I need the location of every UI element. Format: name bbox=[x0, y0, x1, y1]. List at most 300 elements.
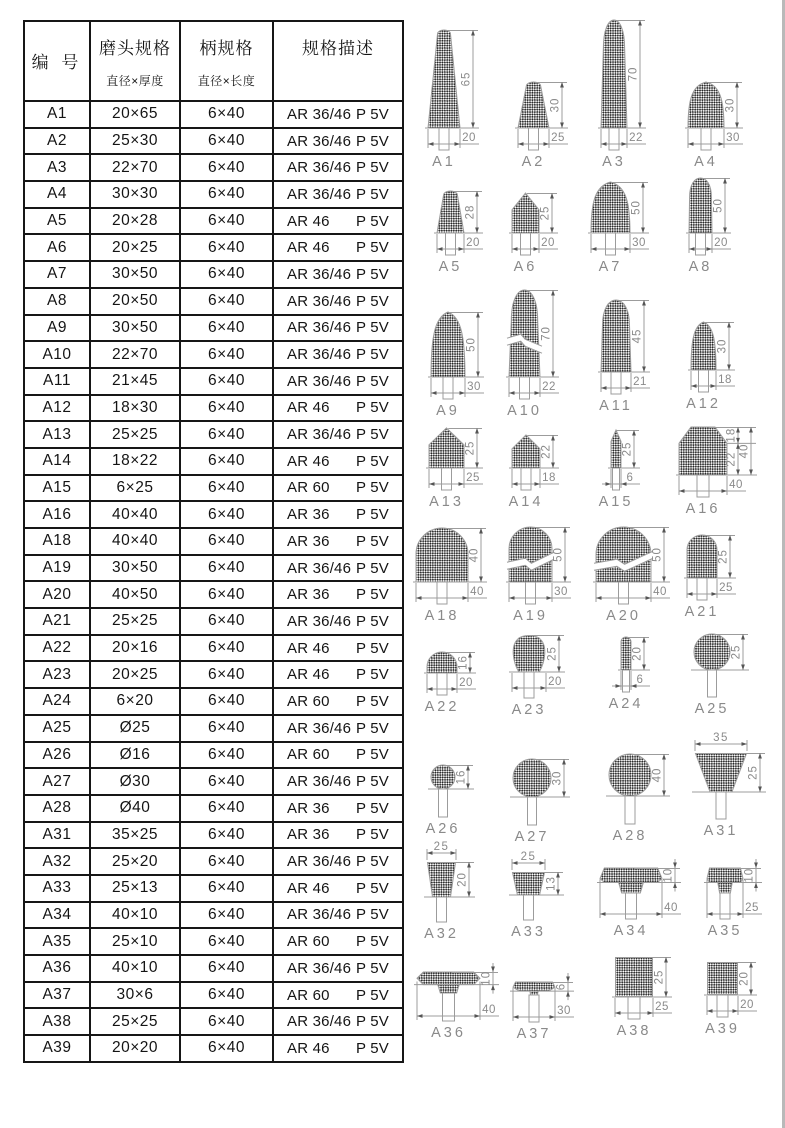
abrasive-head-shape bbox=[429, 428, 464, 468]
cell-head-spec: 25×25 bbox=[90, 1008, 180, 1035]
cell-id: A8 bbox=[24, 288, 90, 315]
dim-label: 22 bbox=[725, 451, 738, 467]
shank bbox=[720, 893, 730, 919]
dim-label: 30 bbox=[632, 237, 646, 249]
abrasive-head-shape bbox=[609, 754, 651, 796]
desc-grit: AR 36/46 bbox=[287, 906, 352, 924]
abrasive-head-shape bbox=[616, 958, 653, 997]
cell-shank-spec: 6×40 bbox=[180, 501, 273, 528]
dim-label: 25 bbox=[539, 205, 552, 221]
cell-id: A27 bbox=[24, 768, 90, 795]
abrasive-head-shape bbox=[417, 972, 480, 993]
diagram-label-A36: A36 bbox=[431, 1025, 466, 1041]
diagram-A12 bbox=[681, 314, 764, 420]
cell-head-spec: Ø40 bbox=[90, 795, 180, 822]
desc-grade: P 5V bbox=[355, 506, 389, 524]
cell-shank-spec: 6×40 bbox=[180, 101, 273, 128]
dim-label: 30 bbox=[726, 132, 740, 144]
dim-label: 10 bbox=[662, 867, 675, 883]
diagram-A24 bbox=[608, 629, 679, 720]
desc-grit: AR 36/46 bbox=[287, 372, 352, 390]
dim-label: 25 bbox=[717, 549, 730, 564]
diagram-A39 bbox=[697, 954, 785, 1045]
abrasive-head-shape bbox=[512, 435, 540, 468]
cell-shank-spec: 6×40 bbox=[180, 475, 273, 502]
cell-head-spec: Ø30 bbox=[90, 768, 180, 795]
cell-id: A12 bbox=[24, 395, 90, 422]
abrasive-head-shape bbox=[513, 873, 545, 896]
desc-grit: AR 36/46 bbox=[287, 105, 352, 123]
diagram-label-A31: A31 bbox=[703, 823, 739, 839]
diagram-A14 bbox=[502, 427, 588, 518]
cell-id: A24 bbox=[24, 688, 90, 715]
shank bbox=[521, 468, 531, 490]
dim-label: 35 bbox=[713, 732, 729, 744]
cell-shank-spec: 6×40 bbox=[180, 982, 273, 1009]
diagram-label-A22: A22 bbox=[424, 699, 460, 715]
dim-label: 40 bbox=[468, 547, 481, 563]
shank bbox=[439, 789, 448, 817]
cell-shank-spec: 6×40 bbox=[180, 742, 273, 769]
desc-grade: P 5V bbox=[355, 1013, 389, 1031]
diagram-A38 bbox=[605, 949, 701, 1047]
diagram-label-A35: A35 bbox=[707, 923, 743, 939]
cell-id: A13 bbox=[24, 421, 90, 448]
shank bbox=[529, 995, 539, 1022]
diagram-label-A32: A32 bbox=[424, 926, 459, 942]
dim-label: 20 bbox=[740, 999, 754, 1011]
dim-label: 25 bbox=[655, 1001, 669, 1013]
dim-label: 50 bbox=[465, 337, 478, 352]
dim-label: 25 bbox=[520, 851, 537, 863]
diagram-A31 bbox=[685, 733, 785, 847]
desc-grade: P 5V bbox=[355, 586, 389, 604]
diagram-label-A25: A25 bbox=[694, 701, 730, 717]
desc-grade: P 5V bbox=[355, 906, 389, 924]
desc-grade: P 5V bbox=[355, 719, 389, 737]
abrasive-head-shape bbox=[596, 527, 651, 582]
diagram-label-A26: A26 bbox=[425, 821, 461, 837]
diagram-label-A20: A20 bbox=[606, 608, 641, 624]
desc-grit: AR 46 bbox=[287, 666, 330, 684]
shank bbox=[619, 582, 629, 604]
desc-grade: P 5V bbox=[355, 746, 389, 764]
cell-id: A39 bbox=[24, 1035, 90, 1062]
dim-label: 25 bbox=[745, 902, 759, 914]
dim-label: 6 bbox=[636, 674, 644, 686]
desc-grit: AR 46 bbox=[287, 399, 330, 417]
cell-shank-spec: 6×40 bbox=[180, 555, 273, 582]
cell-id: A28 bbox=[24, 795, 90, 822]
desc-grit: AR 36 bbox=[287, 532, 330, 550]
desc-grade: P 5V bbox=[355, 132, 389, 150]
diagram-A19 bbox=[499, 519, 600, 632]
diagram-label-A10: A10 bbox=[507, 403, 542, 419]
dim-label: 20 bbox=[462, 132, 476, 144]
cell-id: A11 bbox=[24, 368, 90, 395]
cell-shank-spec: 6×40 bbox=[180, 315, 273, 342]
dim-label: 25 bbox=[551, 132, 565, 144]
abrasive-head-shape bbox=[518, 82, 549, 128]
cell-shank-spec: 6×40 bbox=[180, 368, 273, 395]
diagram-label-A14: A14 bbox=[508, 494, 544, 510]
dim-label: 20 bbox=[548, 676, 562, 688]
cell-id: A10 bbox=[24, 341, 90, 368]
cell-head-spec: 25×25 bbox=[90, 421, 180, 448]
diagram-label-A7: A7 bbox=[598, 259, 623, 275]
cell-id: A6 bbox=[24, 234, 90, 261]
cell-shank-spec: 6×40 bbox=[180, 848, 273, 875]
dim-label: 10 bbox=[743, 867, 756, 883]
dim-label: 18 bbox=[542, 472, 556, 484]
cell-shank-spec: 6×40 bbox=[180, 875, 273, 902]
cell-shank-spec: 6×40 bbox=[180, 768, 273, 795]
diagram-label-A2: A2 bbox=[521, 154, 546, 170]
abrasive-head-shape bbox=[513, 982, 555, 995]
dim-label: 50 bbox=[651, 547, 664, 562]
dim-label: 18 bbox=[718, 374, 732, 386]
cell-shank-spec: 6×40 bbox=[180, 448, 273, 475]
cell-id: A32 bbox=[24, 848, 90, 875]
desc-grade: P 5V bbox=[355, 853, 389, 871]
desc-grade: P 5V bbox=[355, 879, 389, 897]
dim-label: 30 bbox=[549, 97, 562, 113]
diagram-label-A9: A9 bbox=[436, 403, 460, 419]
abrasive-head-shape bbox=[707, 868, 743, 893]
dim-label: 30 bbox=[554, 586, 568, 598]
abrasive-head-shape bbox=[512, 193, 539, 233]
diagram-label-A23: A23 bbox=[511, 702, 547, 718]
dim-label: 30 bbox=[467, 381, 481, 393]
diagram-label-A11: A11 bbox=[599, 398, 633, 414]
desc-grade: P 5V bbox=[355, 452, 389, 470]
dim-label: 70 bbox=[540, 326, 553, 341]
desc-grade: P 5V bbox=[355, 292, 389, 310]
diagram-A33 bbox=[502, 852, 593, 948]
abrasive-head-shape bbox=[687, 535, 717, 578]
desc-grit: AR 60 bbox=[287, 746, 330, 764]
dim-label: 40 bbox=[729, 479, 743, 491]
cell-shank-spec: 6×40 bbox=[180, 715, 273, 742]
diagram-A37 bbox=[503, 974, 603, 1050]
shank bbox=[623, 670, 630, 692]
desc-grade: P 5V bbox=[355, 212, 389, 230]
desc-grit: AR 46 bbox=[287, 879, 330, 897]
desc-grade: P 5V bbox=[355, 692, 389, 710]
abrasive-head-shape bbox=[513, 759, 551, 797]
abrasive-head-shape bbox=[688, 82, 724, 128]
diagram-label-A37: A37 bbox=[516, 1026, 552, 1042]
cell-head-spec: 40×10 bbox=[90, 955, 180, 982]
desc-grade: P 5V bbox=[355, 959, 389, 977]
desc-grade: P 5V bbox=[355, 319, 389, 337]
dim-label: 30 bbox=[724, 97, 737, 113]
desc-grit: AR 60 bbox=[287, 986, 330, 1004]
dim-label: 20 bbox=[541, 237, 555, 249]
desc-grit: AR 36/46 bbox=[287, 719, 352, 737]
abrasive-head-shape bbox=[621, 637, 631, 670]
shank bbox=[529, 128, 539, 150]
abrasive-head-shape bbox=[416, 528, 468, 582]
cell-head-spec: 40×40 bbox=[90, 528, 180, 555]
shank bbox=[524, 895, 534, 920]
cell-id: A31 bbox=[24, 822, 90, 849]
diagram-label-A13: A13 bbox=[429, 494, 464, 510]
dim-label: 20 bbox=[466, 237, 480, 249]
cell-shank-spec: 6×40 bbox=[180, 528, 273, 555]
cell-head-spec: Ø16 bbox=[90, 742, 180, 769]
dim-label: 50 bbox=[552, 547, 565, 562]
desc-grit: AR 46 bbox=[287, 452, 330, 470]
diagram-A1 bbox=[418, 22, 508, 178]
dim-label: 25 bbox=[466, 472, 480, 484]
cell-shank-spec: 6×40 bbox=[180, 208, 273, 235]
desc-grit: AR 36/46 bbox=[287, 185, 352, 203]
cell-shank-spec: 6×40 bbox=[180, 795, 273, 822]
abrasive-head-shape bbox=[694, 634, 730, 670]
desc-grade: P 5V bbox=[355, 1039, 389, 1057]
dim-label: 10 bbox=[480, 970, 493, 986]
dim-label: 18 bbox=[725, 427, 738, 443]
desc-grade: P 5V bbox=[355, 372, 389, 390]
diagram-label-A1: A1 bbox=[432, 154, 456, 170]
abrasive-head-shape bbox=[600, 868, 662, 893]
dim-label: 30 bbox=[551, 770, 564, 786]
shank bbox=[716, 792, 726, 819]
cell-id: A36 bbox=[24, 955, 90, 982]
dim-label: 50 bbox=[712, 198, 725, 213]
dim-label: 25 bbox=[747, 765, 760, 780]
cell-head-spec: 40×50 bbox=[90, 581, 180, 608]
dim-label: 20 bbox=[459, 677, 473, 689]
desc-grit: AR 60 bbox=[287, 933, 330, 951]
cell-id: A1 bbox=[24, 101, 90, 128]
desc-grit: AR 46 bbox=[287, 239, 330, 257]
cell-shank-spec: 6×40 bbox=[180, 688, 273, 715]
desc-grit: AR 36 bbox=[287, 799, 330, 817]
diagram-label-A5: A5 bbox=[438, 259, 463, 275]
cell-shank-spec: 6×40 bbox=[180, 341, 273, 368]
abrasive-head-shape bbox=[509, 527, 552, 582]
cell-shank-spec: 6×40 bbox=[180, 635, 273, 662]
cell-id: A18 bbox=[24, 528, 90, 555]
cell-shank-spec: 6×40 bbox=[180, 288, 273, 315]
cell-id: A2 bbox=[24, 128, 90, 155]
diagram-A21 bbox=[677, 527, 765, 628]
desc-grade: P 5V bbox=[355, 773, 389, 791]
dim-label: 25 bbox=[464, 440, 477, 456]
dim-label: 13 bbox=[545, 876, 558, 891]
desc-grade: P 5V bbox=[355, 666, 389, 684]
cell-shank-spec: 6×40 bbox=[180, 421, 273, 448]
abrasive-head-shape bbox=[428, 30, 460, 128]
cell-shank-spec: 6×40 bbox=[180, 1035, 273, 1062]
shank bbox=[697, 475, 709, 497]
shank bbox=[437, 897, 447, 922]
cell-id: A25 bbox=[24, 715, 90, 742]
cell-shank-spec: 6×40 bbox=[180, 234, 273, 261]
cell-shank-spec: 6×40 bbox=[180, 822, 273, 849]
cell-head-spec: Ø25 bbox=[90, 715, 180, 742]
col-header-shank-spec-label: 柄规格 bbox=[199, 39, 254, 58]
desc-grit: AR 36/46 bbox=[287, 1013, 352, 1031]
dim-label: 25 bbox=[730, 644, 743, 660]
dim-label: 6 bbox=[555, 982, 568, 991]
desc-grade: P 5V bbox=[355, 399, 389, 417]
desc-grade: P 5V bbox=[355, 346, 389, 364]
abrasive-head-shape bbox=[611, 430, 621, 468]
diagram-A8 bbox=[679, 170, 760, 283]
shank bbox=[437, 673, 447, 695]
dim-label: 20 bbox=[738, 971, 751, 986]
diagram-A28 bbox=[599, 746, 699, 852]
cell-id: A3 bbox=[24, 154, 90, 181]
desc-grade: P 5V bbox=[355, 265, 389, 283]
diagram-label-A24: A24 bbox=[608, 696, 644, 712]
desc-grit: AR 60 bbox=[287, 692, 330, 710]
diagram-label-A4: A4 bbox=[694, 154, 718, 170]
cell-head-spec: 18×30 bbox=[90, 395, 180, 422]
dim-label: 25 bbox=[719, 582, 733, 594]
cell-head-spec: 22×70 bbox=[90, 341, 180, 368]
cell-head-spec: 20×25 bbox=[90, 661, 180, 688]
cell-head-spec: 30×6 bbox=[90, 982, 180, 1009]
diagram-A15 bbox=[598, 422, 669, 518]
col-header-shank-spec-sub: 直径×长度 bbox=[197, 74, 256, 88]
dim-label: 40 bbox=[470, 586, 484, 598]
diagram-A23 bbox=[502, 627, 594, 726]
diagram-A25 bbox=[684, 626, 778, 725]
diagram-A4 bbox=[678, 74, 772, 178]
diagram-label-A21: A21 bbox=[684, 604, 720, 620]
desc-grade: P 5V bbox=[355, 532, 389, 550]
col-header-id-label: 编 号 bbox=[31, 53, 83, 72]
abrasive-head-shape bbox=[437, 191, 464, 233]
diagram-A11 bbox=[591, 292, 679, 422]
cell-head-spec: 25×10 bbox=[90, 928, 180, 955]
abrasive-head-shape bbox=[601, 300, 631, 372]
col-header-head-spec-sub: 直径×厚度 bbox=[106, 74, 164, 88]
cell-head-spec: 30×50 bbox=[90, 555, 180, 582]
cell-head-spec: 40×10 bbox=[90, 902, 180, 929]
shank bbox=[717, 995, 728, 1017]
cell-shank-spec: 6×40 bbox=[180, 581, 273, 608]
cell-head-spec: 20×20 bbox=[90, 1035, 180, 1062]
cell-head-spec: 20×50 bbox=[90, 288, 180, 315]
diagram-A26 bbox=[421, 757, 503, 845]
cell-head-spec: 20×16 bbox=[90, 635, 180, 662]
shank bbox=[606, 233, 616, 255]
dim-label: 16 bbox=[457, 655, 470, 670]
cell-head-spec: 25×13 bbox=[90, 875, 180, 902]
desc-grit: AR 46 bbox=[287, 639, 330, 657]
dim-label: 40 bbox=[738, 443, 751, 459]
diagram-A7 bbox=[581, 174, 678, 283]
diagram-label-A12: A12 bbox=[686, 396, 721, 412]
shank bbox=[609, 128, 619, 150]
dim-label: 22 bbox=[540, 444, 553, 459]
dim-label: 30 bbox=[557, 1005, 571, 1017]
col-header-head-spec-label: 磨头规格 bbox=[99, 39, 171, 58]
desc-grit: AR 36/46 bbox=[287, 959, 352, 977]
desc-grade: P 5V bbox=[355, 986, 389, 1004]
abrasive-head-shape bbox=[696, 754, 747, 793]
abrasive-head-shape bbox=[509, 290, 540, 377]
abrasive-head-shape bbox=[689, 178, 712, 233]
desc-grade: P 5V bbox=[355, 105, 389, 123]
desc-grit: AR 36/46 bbox=[287, 612, 352, 630]
abrasive-head-shape bbox=[428, 863, 456, 898]
diagram-A2 bbox=[508, 74, 597, 178]
cell-id: A37 bbox=[24, 982, 90, 1009]
shank bbox=[520, 377, 530, 399]
desc-grade: P 5V bbox=[355, 612, 389, 630]
dim-label: 25 bbox=[546, 646, 559, 661]
cell-head-spec: 25×30 bbox=[90, 128, 180, 155]
cell-shank-spec: 6×40 bbox=[180, 955, 273, 982]
dim-label: 25 bbox=[621, 441, 634, 457]
abrasive-head-shape bbox=[431, 312, 465, 377]
cell-shank-spec: 6×40 bbox=[180, 661, 273, 688]
dim-label: 40 bbox=[651, 767, 664, 783]
dim-label: 25 bbox=[433, 841, 450, 853]
shank bbox=[611, 372, 621, 394]
cell-head-spec: 6×25 bbox=[90, 475, 180, 502]
desc-grit: AR 36/46 bbox=[287, 559, 352, 577]
cell-id: A34 bbox=[24, 902, 90, 929]
diagram-A32 bbox=[417, 842, 504, 950]
cell-id: A14 bbox=[24, 448, 90, 475]
col-header-desc-label: 规格描述 bbox=[302, 39, 374, 58]
cell-head-spec: 40×40 bbox=[90, 501, 180, 528]
diagram-A6 bbox=[502, 185, 587, 283]
cell-id: A33 bbox=[24, 875, 90, 902]
shank bbox=[626, 893, 637, 919]
shank bbox=[439, 128, 449, 150]
desc-grit: AR 36/46 bbox=[287, 292, 352, 310]
desc-grade: P 5V bbox=[355, 239, 389, 257]
desc-grit: AR 36/46 bbox=[287, 853, 352, 871]
cell-id: A4 bbox=[24, 181, 90, 208]
shank bbox=[442, 468, 452, 490]
desc-grit: AR 46 bbox=[287, 212, 330, 230]
cell-shank-spec: 6×40 bbox=[180, 608, 273, 635]
desc-grade: P 5V bbox=[355, 639, 389, 657]
cell-id: A19 bbox=[24, 555, 90, 582]
diagram-label-A18: A18 bbox=[424, 608, 460, 624]
shank bbox=[696, 233, 706, 255]
desc-grade: P 5V bbox=[355, 559, 389, 577]
dim-label: 20 bbox=[456, 872, 469, 887]
shank bbox=[524, 672, 534, 698]
cell-id: A15 bbox=[24, 475, 90, 502]
cell-id: A26 bbox=[24, 742, 90, 769]
diagram-A34 bbox=[590, 860, 710, 947]
desc-grade: P 5V bbox=[355, 799, 389, 817]
dim-label: 70 bbox=[627, 66, 640, 82]
diagram-A3 bbox=[591, 12, 675, 178]
cell-head-spec: 30×30 bbox=[90, 181, 180, 208]
cell-head-spec: 20×25 bbox=[90, 234, 180, 261]
desc-grit: AR 36 bbox=[287, 586, 330, 604]
diagram-A22 bbox=[417, 644, 505, 723]
abrasive-head-shape bbox=[591, 182, 630, 233]
shank bbox=[699, 370, 709, 392]
cell-id: A5 bbox=[24, 208, 90, 235]
dim-label: 21 bbox=[633, 376, 647, 388]
diagram-A16 bbox=[669, 419, 785, 525]
shank bbox=[437, 582, 447, 604]
